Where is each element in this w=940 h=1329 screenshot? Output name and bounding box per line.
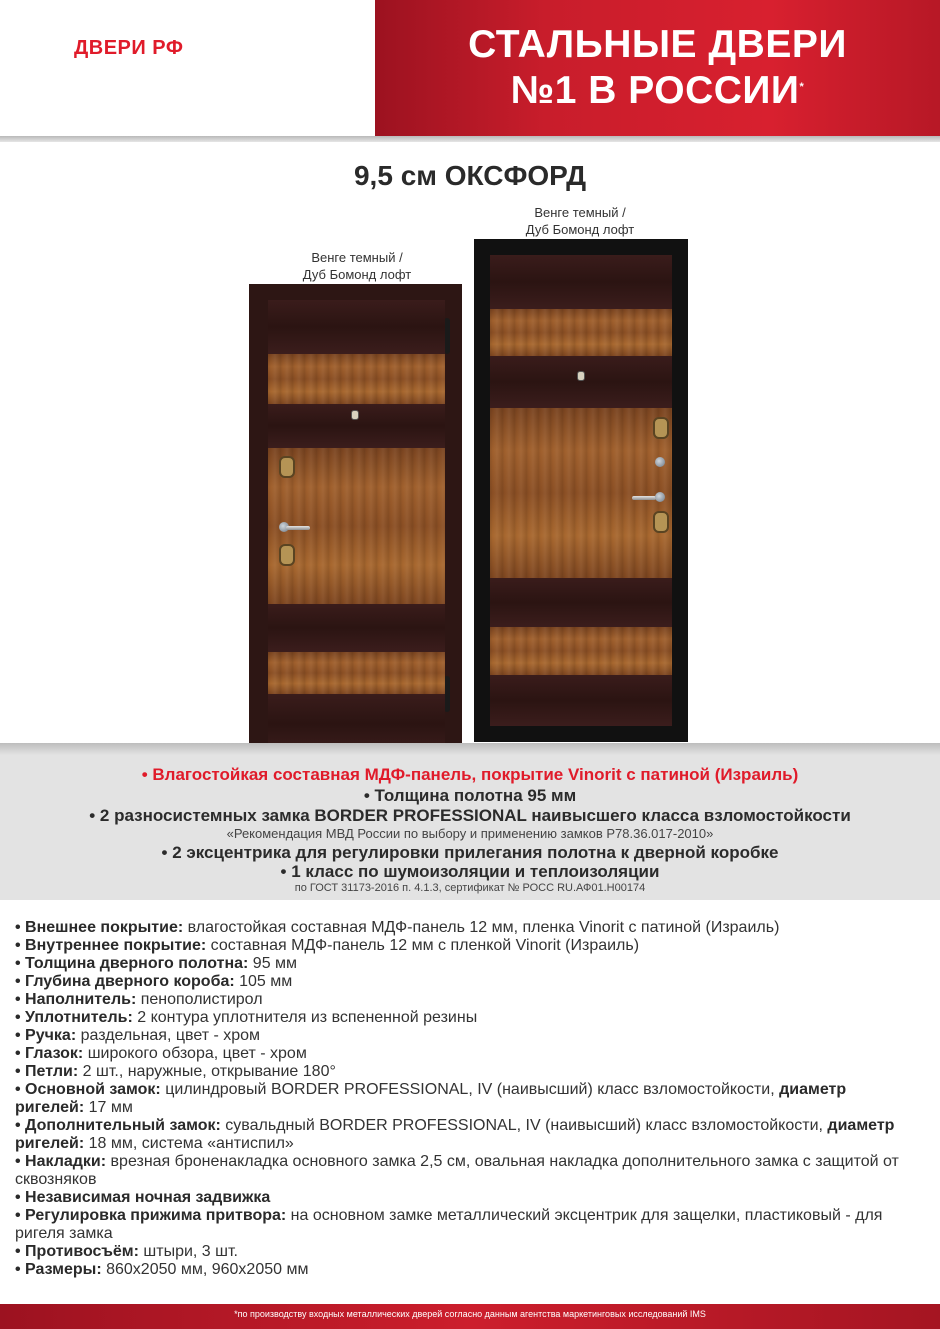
- peephole: [577, 371, 585, 381]
- door-image-exterior: [249, 284, 462, 754]
- door-leaf-interior: [490, 255, 672, 726]
- panel-wood-1: [490, 309, 672, 356]
- door-handle: [286, 526, 310, 530]
- spec-main-lock: [15, 1081, 915, 1117]
- spec-label: • Толщина дверного полотна:: [15, 955, 249, 972]
- spec-value: 105 мм: [234, 973, 293, 990]
- feature-4: • 2 эксцентрика для регулировки прилегания полотна к дверной коробке: [161, 843, 779, 862]
- spec-handle: [15, 1027, 915, 1045]
- spec-sizes: [15, 1261, 915, 1279]
- slogan: [375, 22, 940, 114]
- spec-label: • Размеры:: [15, 1261, 102, 1278]
- panel-dark-1: [490, 255, 672, 309]
- panel-wood-3: [268, 652, 445, 694]
- spec-label: • Дополнительный замок:: [15, 1117, 221, 1134]
- lock-plate-lower: [279, 544, 295, 566]
- spec-value-2: 17 мм: [84, 1099, 133, 1116]
- panel-dark-1: [268, 300, 445, 354]
- spec-label: • Глазок:: [15, 1045, 84, 1062]
- spec-label: • Регулировка прижима притвора:: [15, 1207, 287, 1224]
- spec-plates: [15, 1153, 915, 1189]
- footer-note: *по производству входных металлических дверей согласно данным агентства маркетинговых исследований IMS: [234, 1309, 706, 1319]
- lock-knob: [655, 457, 665, 467]
- door-handle: [632, 496, 656, 500]
- spec-adjustment: [15, 1207, 915, 1243]
- door-caption-1-line1: Венге темный /: [311, 250, 403, 265]
- door-image-interior: [474, 239, 688, 742]
- panel-wood-1: [268, 354, 445, 404]
- spec-extra-lock: [15, 1117, 915, 1153]
- lock-plate-upper: [279, 456, 295, 478]
- feature-5: • 1 класс по шумоизоляции и теплоизоляции: [280, 862, 660, 881]
- brand-logo[interactable]: ДВЕРИ РФ: [74, 37, 184, 59]
- spec-label: • Ручка:: [15, 1027, 77, 1044]
- spec-label: • Независимая ночная задвижка: [15, 1189, 271, 1206]
- spec-label: • Внешнее покрытие:: [15, 919, 184, 936]
- spec-label: • Глубина дверного короба:: [15, 973, 235, 990]
- door-leaf-exterior: [268, 300, 445, 754]
- spec-night-latch: [15, 1189, 915, 1207]
- handle-rosette: [655, 492, 665, 502]
- spec-filler: [15, 991, 915, 1009]
- header: [0, 0, 940, 142]
- spec-value: штыри, 3 шт.: [138, 1243, 238, 1260]
- spec-value: составная МДФ-панель 12 мм с пленкой Vinorit (Израиль): [206, 937, 640, 954]
- spec-label: • Наполнитель:: [15, 991, 137, 1008]
- spec-label: • Основной замок:: [15, 1081, 161, 1098]
- features-band-shadow: [0, 743, 940, 755]
- page-title: 9,5 см ОКСФОРД: [353, 160, 587, 191]
- spec-label: • Противосъём:: [15, 1243, 139, 1260]
- door-caption-2-line2: Дуб Бомонд лофт: [525, 222, 635, 237]
- spec-label-2: диаметр ригелей:: [15, 1081, 847, 1116]
- spec-value: сувальдный BORDER PROFESSIONAL, IV (наивысший) класс взломостойкости,: [220, 1117, 828, 1134]
- spec-label: • Накладки:: [15, 1153, 107, 1170]
- feature-5-note: по ГОСТ 31173-2016 п. 4.1.3, сертификат № РОСС RU.АФ01.Н00174: [294, 882, 646, 894]
- panel-dark-3: [268, 604, 445, 652]
- spec-peephole: [15, 1045, 915, 1063]
- spec-value: 95 мм: [248, 955, 298, 972]
- slogan-footnote-mark: *: [799, 81, 805, 93]
- peephole: [351, 410, 359, 420]
- spec-value: раздельная, цвет - хром: [76, 1027, 261, 1044]
- spec-value-2: 18 мм, система «антиспил»: [84, 1135, 294, 1152]
- header-divider: [0, 136, 940, 142]
- specs-list: [15, 919, 915, 1279]
- spec-value: цилиндровый BORDER PROFESSIONAL, IV (наивысший) класс взломостойкости,: [160, 1081, 780, 1098]
- door-caption-1: [282, 249, 432, 283]
- feature-3-note: «Рекомендация МВД России по выбору и применению замков Р78.36.017-2010»: [226, 826, 714, 841]
- panel-wood-3: [490, 627, 672, 675]
- lock-plate-upper: [653, 417, 669, 439]
- spec-anti-removal: [15, 1243, 915, 1261]
- spec-seal: [15, 1009, 915, 1027]
- spec-value: 2 контура уплотнителя из вспененной резины: [132, 1009, 478, 1026]
- spec-value: пенополистирол: [136, 991, 263, 1008]
- slogan-line-1: СТАЛЬНЫЕ ДВЕРИ: [468, 23, 847, 66]
- spec-value: влагостойкая составная МДФ-панель 12 мм, пленка Vinorit с патиной (Израиль): [183, 919, 780, 936]
- feature-2: • Толщина полотна 95 мм: [363, 786, 577, 805]
- spec-value: широкого обзора, цвет - хром: [83, 1045, 307, 1062]
- spec-value: на основном замке металлический эксцентрик для защелки, пластиковый - для ригеля замка: [15, 1207, 883, 1242]
- spec-label: • Петли:: [15, 1063, 79, 1080]
- panel-dark-2: [490, 356, 672, 408]
- slogan-line-2: [375, 68, 940, 114]
- spec-thickness: [15, 955, 915, 973]
- spec-hinges: [15, 1063, 915, 1081]
- spec-value: врезная броненакладка основного замка 2,5 см, овальная накладка дополнительного замка с защитой от сквозняков: [15, 1153, 899, 1188]
- lock-plate-lower: [653, 511, 669, 533]
- door-caption-2: [505, 204, 655, 238]
- door-caption-1-line2: Дуб Бомонд лофт: [302, 267, 412, 282]
- feature-3: • 2 разносистемных замка BORDER PROFESSIONAL наивысшего класса взломостойкости: [89, 806, 851, 825]
- panel-wood-2: [490, 408, 672, 578]
- spec-frame-depth: [15, 973, 915, 991]
- feature-1: • Влагостойкая составная МДФ-панель, покрытие Vinorit с патиной (Израиль): [141, 765, 799, 784]
- spec-value: 860х2050 мм, 960х2050 мм: [101, 1261, 309, 1278]
- panel-dark-4: [490, 675, 672, 726]
- slogan-line-2-text: №1 В РОССИИ: [510, 69, 800, 112]
- panel-dark-3: [490, 578, 672, 627]
- spec-exterior: [15, 919, 915, 937]
- door-caption-2-line1: Венге темный /: [534, 205, 626, 220]
- spec-value: 2 шт., наружные, открывание 180°: [78, 1063, 336, 1080]
- spec-label-2: диаметр ригелей:: [15, 1117, 895, 1152]
- footer-bar: [0, 1304, 940, 1329]
- spec-interior: [15, 937, 915, 955]
- spec-label: • Внутреннее покрытие:: [15, 937, 207, 954]
- spec-label: • Уплотнитель:: [15, 1009, 133, 1026]
